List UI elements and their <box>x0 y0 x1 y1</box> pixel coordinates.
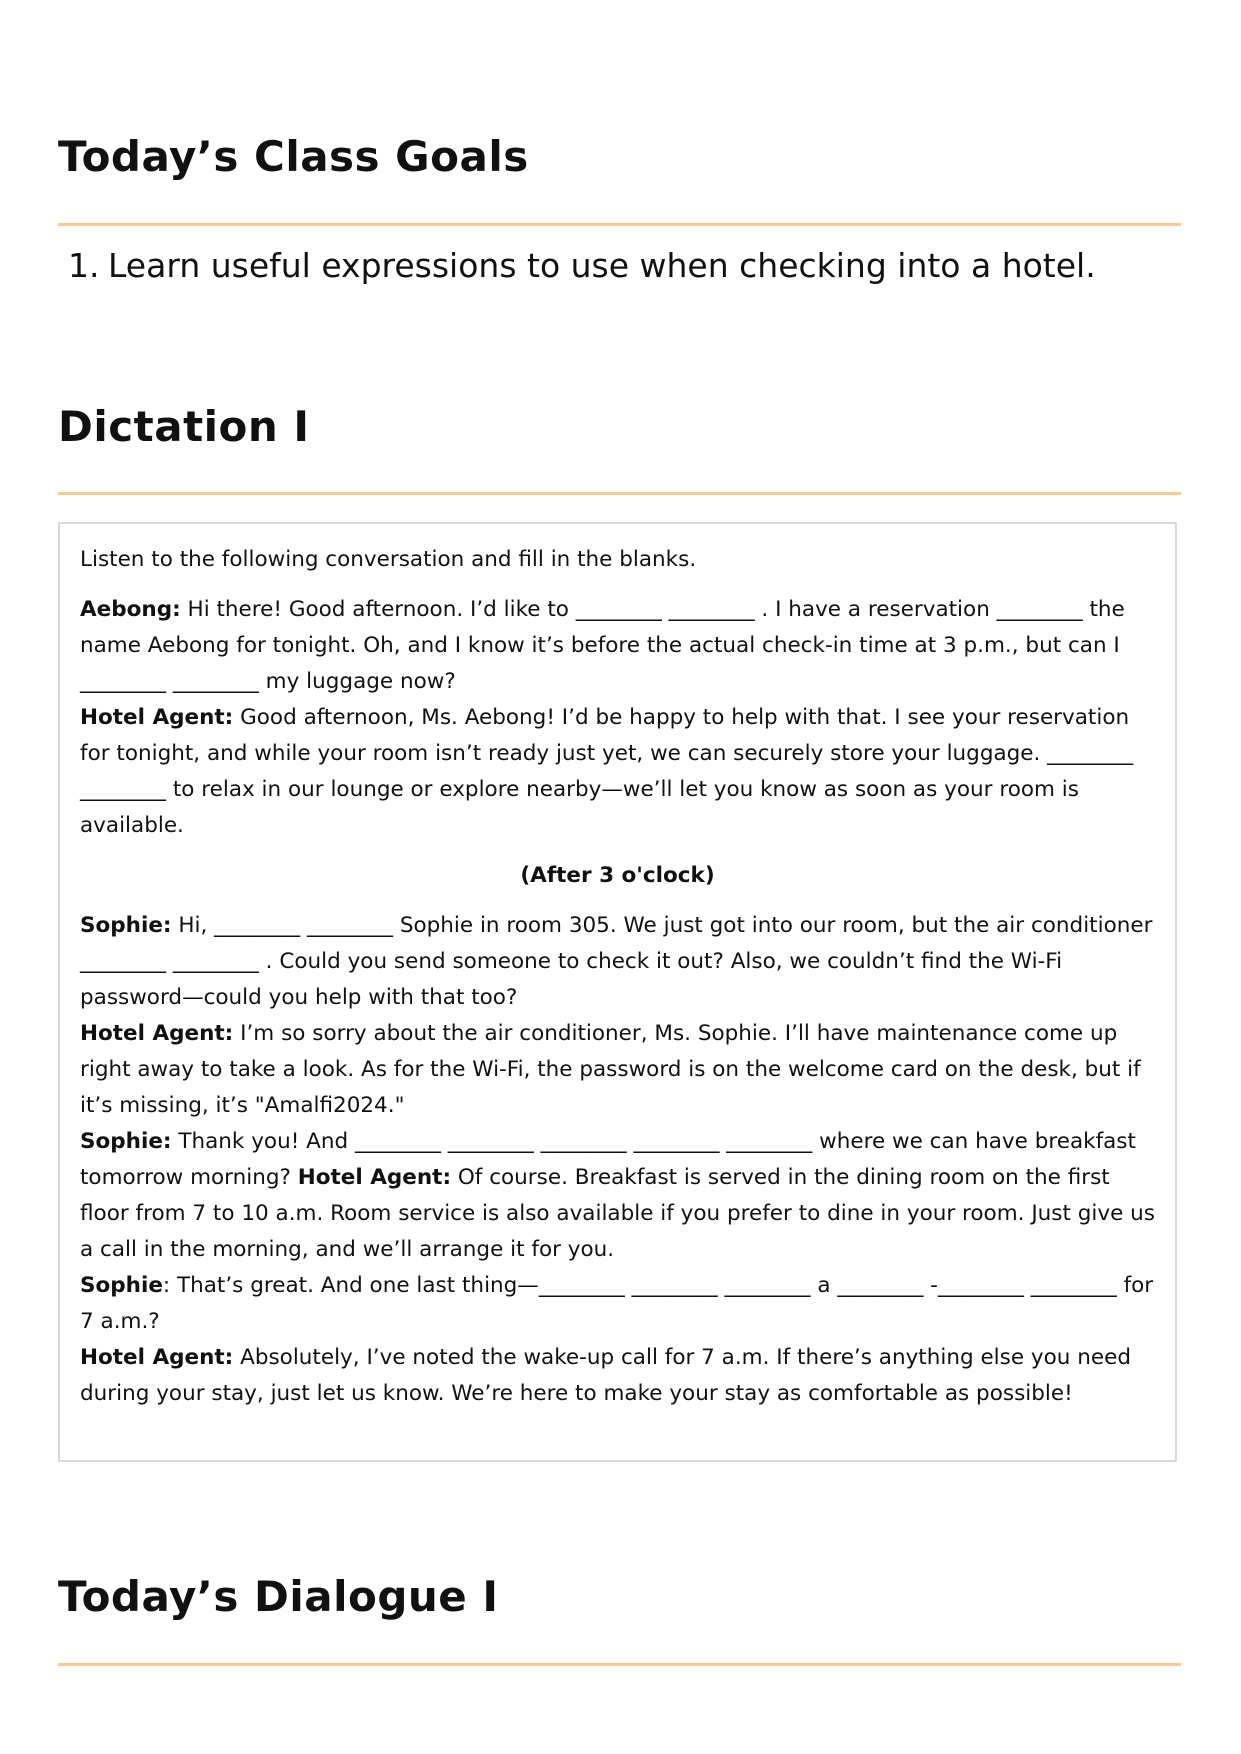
dialogue-turn <box>80 908 1155 1016</box>
dialogue-turn <box>80 592 1155 700</box>
speaker: Hotel Agent: <box>80 1021 234 1046</box>
speaker: Hotel Agent: <box>80 1345 234 1370</box>
dialogue-turn <box>80 1340 1155 1412</box>
speaker: Aebong: <box>80 597 181 622</box>
goals-heading: Today’s Class Goals <box>58 132 529 181</box>
turn-text: Hi there! Good afternoon. I’d like to ________ ________ . I have a reservation ________ the name Aebong for tonight. Oh, and I know it’s before the actual check-in time at 3 p.m., but can I ________ ________ my luggage now? <box>80 597 1125 694</box>
dictation-box <box>58 522 1177 1462</box>
divider <box>58 1663 1181 1666</box>
turn-text: : That’s great. And one last thing—________ ________ ________ a ________ -________ ________ for 7 a.m.? <box>80 1273 1154 1334</box>
divider <box>58 223 1181 226</box>
turn-text: Good afternoon, Ms. Aebong! I’d be happy to help with that. I see your reservation for tonight, and while your room isn’t ready just yet, we can securely store your luggage. ________ ________ to relax in our lounge or explore nearby—we’ll let you know as soon as your room is available. <box>80 705 1134 838</box>
turn-text: Of course. Breakfast is served in the dining room on the first floor from 7 to 10 a.m. Room service is also available if you prefer to dine in your room. Just give us a call in the morning, and we’ll arrange it for you. <box>80 1165 1155 1262</box>
speaker: Hotel Agent: <box>297 1165 452 1190</box>
speaker: Sophie <box>80 1273 163 1298</box>
dialogue-heading: Today’s Dialogue I <box>58 1572 499 1621</box>
goal-number: 1. <box>68 246 100 285</box>
dialogue-turn <box>80 1016 1155 1124</box>
speaker: Sophie: <box>80 1129 172 1154</box>
goal-text: Learn useful expressions to use when checking into a hotel. <box>108 246 1096 285</box>
speaker: Sophie: <box>80 913 172 938</box>
turn-text: Thank you! And ________ ________ ________ ________ ________ where we can have breakfast tomorrow morning? <box>80 1129 1136 1190</box>
dialogue-turn <box>80 700 1155 844</box>
instruction: Listen to the following conversation and fill in the blanks. <box>80 547 697 572</box>
turn-text: Absolutely, I’ve noted the wake-up call for 7 a.m. If there’s anything else you need during your stay, just let us know. We’re here to make your stay as comfortable as possible! <box>80 1345 1131 1406</box>
dialogue-turn <box>80 1124 1155 1268</box>
turn-text: Hi, ________ ________ Sophie in room 305. We just got into our room, but the air conditioner ________ ________ . Could you send someone to check it out? Also, we couldn’t find the Wi-Fi password—could you help with that too? <box>80 913 1153 1010</box>
turn-text: I’m so sorry about the air conditioner, Ms. Sophie. I’ll have maintenance come up right away to take a look. As for the Wi-Fi, the password is on the welcome card on the desk, but if it’s missing, it’s "Amalfi2024." <box>80 1021 1141 1118</box>
time-divider: (After 3 o'clock) <box>520 863 715 888</box>
goal-item <box>68 246 1096 285</box>
divider <box>58 492 1181 495</box>
dictation-heading: Dictation I <box>58 402 310 451</box>
dialogue-turn <box>80 1268 1155 1340</box>
speaker: Hotel Agent: <box>80 705 234 730</box>
